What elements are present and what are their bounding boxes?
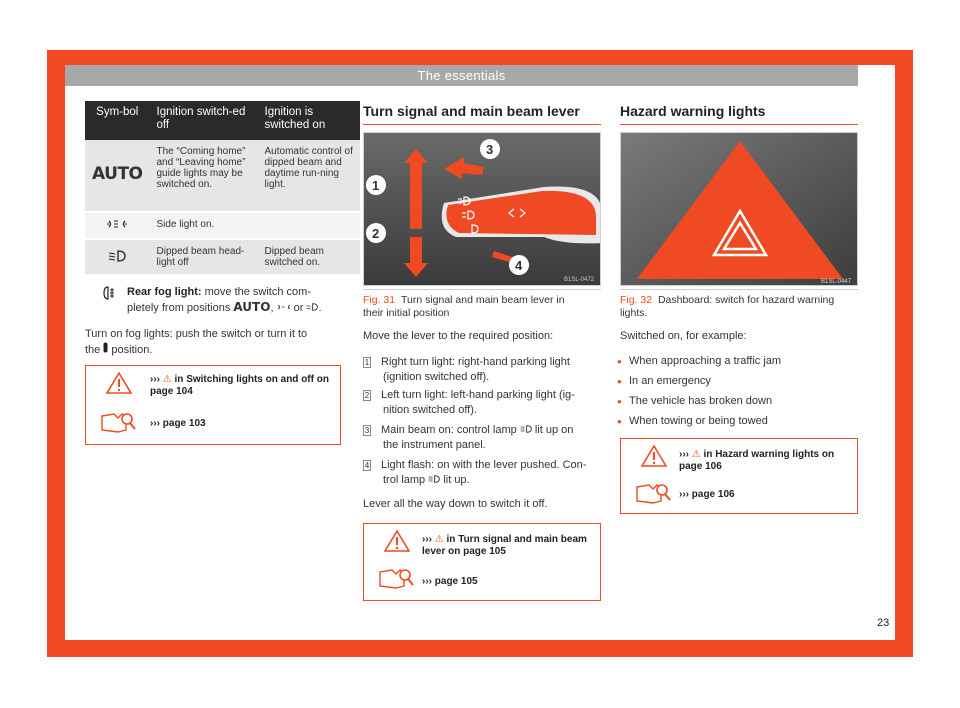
ref-arrows: ››› (679, 489, 689, 500)
ref-text: page 103 (162, 418, 206, 429)
table-cell: The “Coming home” and “Leaving home” guide lights may be switched on. (150, 140, 258, 212)
warning-triangle-icon: ⚠ (691, 449, 701, 460)
fog-text: Turn on fog lights: push the switch or turn it to (85, 328, 308, 340)
table-row (85, 239, 360, 275)
warning-reference-link[interactable] (422, 534, 598, 558)
ref-arrows: ››› (150, 418, 160, 429)
dipped-beam-icon (306, 303, 318, 311)
figure-caption (620, 289, 858, 320)
step-text: Main beam on: control lamp (381, 424, 517, 436)
ref-text: page 106 (679, 461, 722, 472)
section-header-bar: The essentials (65, 65, 858, 86)
ref-arrows: ››› (150, 374, 160, 385)
list-item: ● The vehicle has broken down (629, 394, 772, 409)
step-item (363, 458, 603, 488)
step-number: 2 (364, 391, 370, 400)
table-header-off: Ignition switch-ed off (150, 101, 258, 140)
step-text: Left turn light: left-hand parking light (ig- (381, 389, 575, 401)
book-magnifier-icon (100, 410, 136, 434)
auto-inline: AUTO (233, 300, 271, 314)
fog-text: position. (111, 344, 153, 356)
warning-triangle-icon (106, 372, 132, 394)
caption-text: Turn signal and main beam lever in (400, 294, 565, 306)
table-row (85, 212, 360, 239)
step-text: trol lamp (383, 474, 426, 486)
step-number: 1 (364, 358, 370, 367)
fog-text: the (85, 344, 101, 356)
figure-caption (363, 289, 601, 320)
figure-label-2: 2 (372, 226, 380, 241)
step-text: lit up. (443, 474, 470, 486)
caption-text: their initial position (363, 307, 450, 319)
list-item: ● In an emergency (629, 374, 711, 389)
figure-code: B1SL-0447 (821, 279, 852, 285)
figure-label-3: 3 (486, 142, 494, 157)
rear-fog-light-icon (103, 286, 115, 300)
fog-text: or (290, 302, 307, 314)
step-item (363, 355, 603, 385)
ref-text: in Hazard warning lights on (703, 449, 835, 460)
fog-position-icon (103, 342, 108, 353)
fog-light-paragraph: Rear fog light: move the switch com- pletely from positions AUTO, or . (127, 286, 322, 314)
ref-text: page 105 (434, 576, 478, 587)
ref-text: page 106 (691, 489, 735, 500)
step-text: lit up on (534, 424, 574, 436)
warning-triangle-icon (384, 530, 410, 552)
reference-box (620, 438, 858, 514)
fog-turn-on-paragraph (85, 327, 365, 358)
table-header-on: Ignition is switched on (258, 101, 361, 140)
step-text: the instrument panel. (383, 439, 486, 451)
hazard-heading: Hazard warning lights (620, 103, 858, 125)
turn-outro: Lever all the way down to switch it off. (363, 498, 548, 510)
list-item: ● When approaching a traffic jam (629, 354, 781, 369)
step-number: 4 (364, 461, 370, 470)
fog-text: move the switch com- (201, 286, 311, 298)
fog-text: pletely from positions (127, 302, 231, 314)
figure-label-1: 1 (372, 178, 380, 193)
hazard-switch-illustration (621, 133, 858, 286)
book-magnifier-icon (378, 566, 414, 590)
step-text: Right turn light: right-hand parking light (381, 356, 570, 368)
figure-number: Fig. 31 (363, 294, 396, 306)
warning-triangle-icon (641, 445, 667, 467)
main-beam-icon (520, 425, 532, 433)
step-item (363, 388, 603, 418)
table-cell: Dipped beam head-light off (150, 239, 258, 275)
page-reference-link[interactable] (679, 489, 735, 501)
ref-text: lever on page 105 (422, 546, 506, 557)
hazard-figure (620, 132, 858, 286)
page-number: 23 (877, 617, 890, 629)
ref-text: page 104 (150, 386, 193, 397)
dipped-beam-icon (108, 250, 126, 262)
side-light-icon (277, 303, 291, 311)
caption-text: lights. (620, 307, 648, 319)
manual-page (65, 65, 895, 640)
page-reference-link[interactable] (422, 576, 478, 588)
page-reference-link[interactable] (150, 418, 206, 430)
ref-arrows: ››› (422, 576, 432, 587)
caption-text: Dashboard: switch for hazard warning (657, 294, 835, 306)
symbol-table (85, 101, 360, 276)
turn-signal-heading: Turn signal and main beam lever (363, 103, 601, 125)
table-cell: Automatic control of dipped beam and daytime run-ning light. (258, 140, 361, 212)
step-text: (ignition switched off). (383, 371, 490, 383)
figure-number: Fig. 32 (620, 294, 653, 306)
table-header-symbol: Sym-bol (85, 101, 150, 140)
turn-intro: Move the lever to the required position: (363, 330, 554, 342)
ref-text: in Turn signal and main beam (446, 534, 587, 545)
book-magnifier-icon (635, 481, 671, 505)
step-text: nition switched off). (383, 404, 477, 416)
ref-arrows: ››› (679, 449, 689, 460)
list-item: ● When towing or being towed (629, 414, 768, 429)
reference-box (363, 523, 601, 601)
side-light-icon (107, 219, 127, 229)
fog-text: . (318, 302, 322, 314)
step-text: Light flash: on with the lever pushed. Con- (381, 459, 587, 471)
ref-text: in Switching lights on and off on (174, 374, 329, 385)
table-cell: Side light on. (150, 212, 361, 239)
warning-reference-link[interactable] (150, 374, 336, 398)
table-cell: Dipped beam switched on. (258, 239, 361, 275)
fog-light-label: Rear fog light: (127, 286, 202, 298)
lever-illustration (364, 133, 601, 286)
turn-signal-figure (363, 132, 601, 286)
main-beam-icon (428, 475, 440, 483)
warning-triangle-icon: ⚠ (162, 374, 172, 385)
hazard-intro: Switched on, for example: (620, 330, 747, 342)
reference-box (85, 365, 341, 445)
warning-triangle-icon: ⚠ (434, 534, 444, 545)
ref-arrows: ››› (422, 534, 432, 545)
figure-code: B1SL-0472 (564, 277, 595, 283)
table-row (85, 140, 360, 212)
warning-reference-link[interactable] (679, 449, 855, 473)
step-number: 3 (364, 426, 370, 435)
step-item (363, 423, 603, 453)
auto-symbol: AUTO (92, 164, 143, 184)
figure-label-4: 4 (515, 258, 523, 273)
